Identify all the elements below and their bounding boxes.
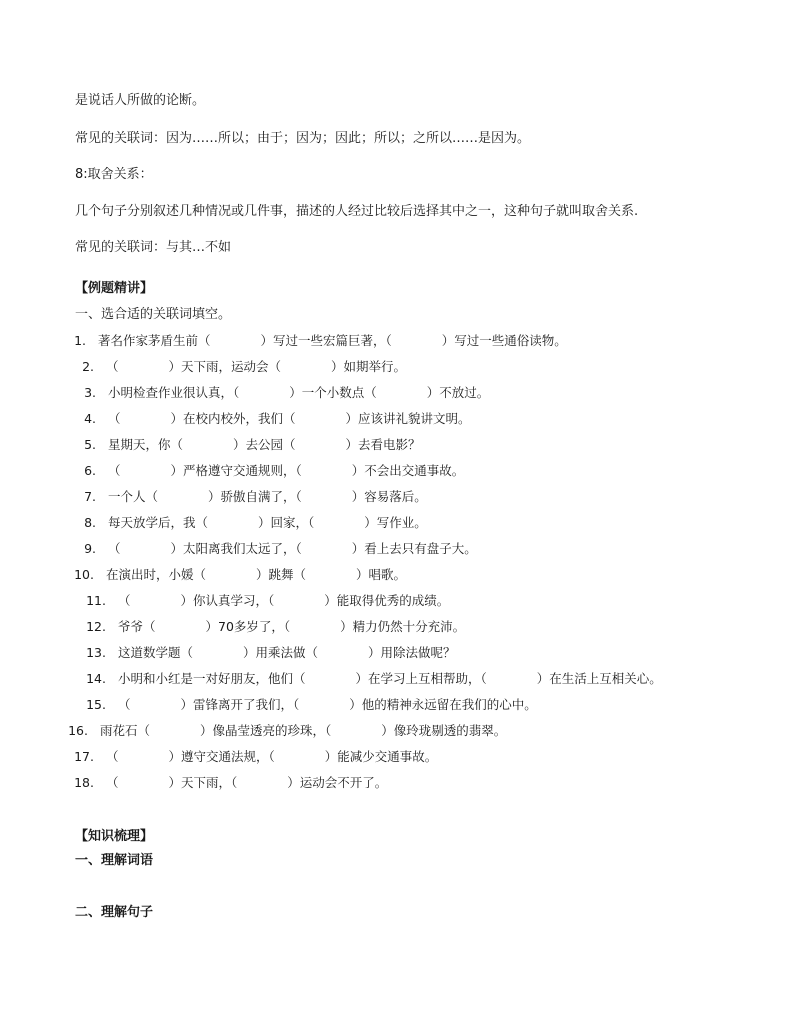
question-item bbox=[78, 645, 456, 661]
knowledge-section-1: 一、理解词语 bbox=[75, 853, 154, 868]
question-text: （ ）在校内校外，我们（ ）应该讲礼貌讲文明。 bbox=[108, 411, 471, 426]
question-number: 8. bbox=[84, 515, 96, 530]
question-number: 1. bbox=[74, 333, 86, 348]
question-number: 2. bbox=[82, 359, 94, 374]
question-item bbox=[78, 619, 465, 635]
question-text: 小明检查作业很认真，（ ）一个小数点（ ）不放过。 bbox=[108, 385, 490, 400]
question-item bbox=[66, 749, 437, 765]
question-number: 7. bbox=[84, 489, 96, 504]
question-text: 每天放学后，我（ ）回家，（ ）写作业。 bbox=[108, 515, 427, 530]
question-item bbox=[78, 697, 537, 713]
question-text: （ ）你认真学习，（ ）能取得优秀的成绩。 bbox=[118, 593, 450, 608]
question-number: 6. bbox=[84, 463, 96, 478]
question-number: 3. bbox=[84, 385, 96, 400]
question-number: 14. bbox=[86, 671, 106, 686]
question-text: 在演出时，小媛（ ）跳舞（ ）唱歌。 bbox=[106, 567, 407, 582]
question-text: 一个人（ ）骄傲自满了，（ ）容易落后。 bbox=[108, 489, 427, 504]
question-text: 著名作家茅盾生前（ ）写过一些宏篇巨著，（ ）写过一些通俗读物。 bbox=[98, 333, 567, 348]
question-item bbox=[66, 775, 387, 791]
question-item bbox=[68, 385, 489, 401]
question-text: （ ）遵守交通法规，（ ）能减少交通事故。 bbox=[106, 749, 438, 764]
example-task: 一、选合适的关联词填空。 bbox=[75, 307, 232, 322]
question-number: 16. bbox=[68, 723, 88, 738]
question-item bbox=[66, 567, 406, 583]
question-text: 星期天，你（ ）去公园（ ）去看电影？ bbox=[108, 437, 421, 452]
intro-line-5: 常见的关联词：与其…不如 bbox=[75, 240, 232, 255]
question-text: （ ）太阳离我们太远了，（ ）看上去只有盘子大。 bbox=[108, 541, 477, 556]
question-text: 雨花石（ ）像晶莹透亮的珍珠，（ ）像玲珑剔透的翡翠。 bbox=[100, 723, 507, 738]
question-number: 11. bbox=[86, 593, 106, 608]
question-text: （ ）雷锋离开了我们，（ ）他的精神永远留在我们的心中。 bbox=[118, 697, 537, 712]
question-number: 12. bbox=[86, 619, 106, 634]
question-text: （ ）天下雨，（ ）运动会不开了。 bbox=[106, 775, 388, 790]
question-item bbox=[66, 359, 406, 375]
question-item bbox=[68, 463, 464, 479]
question-number: 5. bbox=[84, 437, 96, 452]
intro-line-4: 几个句子分别叙述几种情况或几件事，描述的人经过比较后选择其中之一，这种句子就叫取舍关系. bbox=[75, 204, 639, 219]
question-number: 9. bbox=[84, 541, 96, 556]
question-item bbox=[78, 593, 449, 609]
intro-line-2: 常见的关联词：因为……所以；由于；因为；因此；所以；之所以……是因为。 bbox=[75, 131, 531, 146]
question-text: （ ）天下雨，运动会（ ）如期举行。 bbox=[106, 359, 407, 374]
question-text: 小明和小红是一对好朋友，他们（ ）在学习上互相帮助，（ ）在生活上互相关心。 bbox=[118, 671, 662, 686]
intro-line-1: 是说话人所做的论断。 bbox=[75, 93, 206, 108]
question-number: 13. bbox=[86, 645, 106, 660]
intro-line-3: 8:取舍关系： bbox=[75, 167, 153, 182]
question-item bbox=[68, 437, 421, 453]
question-number: 10. bbox=[74, 567, 94, 582]
question-item bbox=[68, 489, 427, 505]
question-text: 这道数学题（ ）用乘法做（ ）用除法做呢？ bbox=[118, 645, 456, 660]
question-item bbox=[68, 411, 471, 427]
question-item bbox=[78, 671, 662, 687]
question-item bbox=[60, 723, 506, 739]
question-text: 爷爷（ ）70多岁了，（ ）精力仍然十分充沛。 bbox=[118, 619, 466, 634]
question-item bbox=[68, 515, 427, 531]
question-text: （ ）严格遵守交通规则，（ ）不会出交通事故。 bbox=[108, 463, 465, 478]
question-item bbox=[68, 541, 477, 557]
question-number: 4. bbox=[84, 411, 96, 426]
knowledge-heading: 【知识梳理】 bbox=[75, 829, 154, 844]
example-heading: 【例题精讲】 bbox=[75, 281, 154, 296]
knowledge-section-2: 二、理解句子 bbox=[75, 905, 154, 920]
question-number: 18. bbox=[74, 775, 94, 790]
question-item bbox=[58, 333, 567, 349]
question-number: 15. bbox=[86, 697, 106, 712]
question-number: 17. bbox=[74, 749, 94, 764]
